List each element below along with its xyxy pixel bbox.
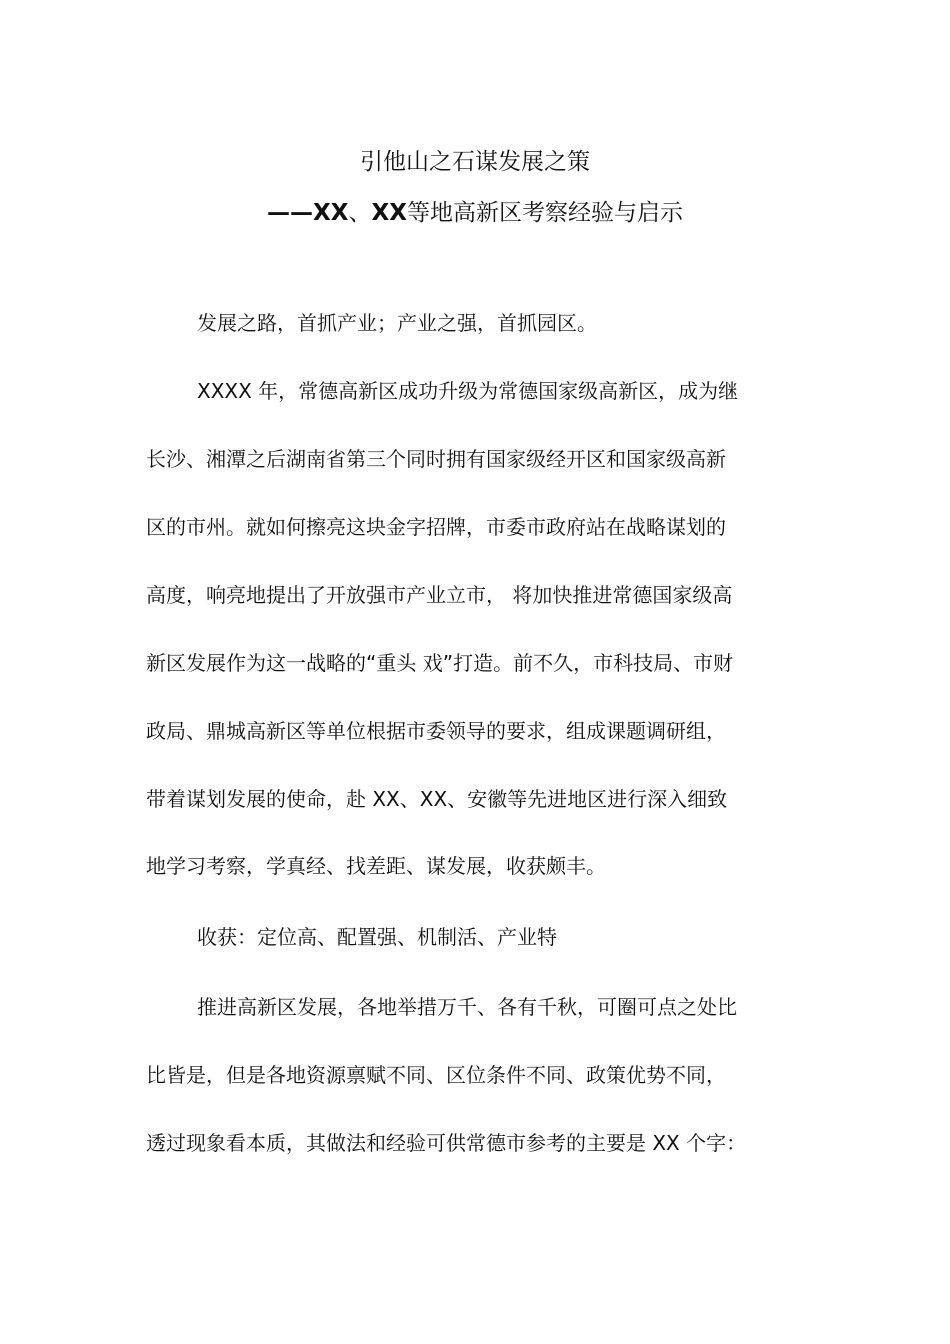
section-heading: 收获：定位高、配置强、机制活、产业特 [197,925,557,949]
subtitle-place-2: XX [371,200,407,226]
paragraph-line: 发展之路，首抓产业；产业之强，首抓园区。 [197,311,597,335]
paragraph-line: XXXX 年，常德高新区成功升级为常德国家级高新区，成为继 [197,379,739,403]
document-subtitle [0,198,950,228]
paragraph-line: 区的市州。就如何擦亮这块金字招牌，市委市政府站在战略谋划的 [146,515,726,539]
document-title: 引他山之石谋发展之策 [360,149,590,175]
paragraph-line: 透过现象看本质，其做法和经验可供常德市参考的主要是 XX 个字： [146,1131,747,1155]
subtitle-separator: 、 [348,200,372,226]
paragraph-line: 地学习考察，学真经、找差距、谋发展，收获颇丰。 [146,854,606,878]
paragraph-line: 推进高新区发展，各地举措万千、各有千秋，可圈可点之处比 [197,995,737,1019]
subtitle-dash: —— [267,200,314,226]
paragraph-line: 带着谋划发展的使命，赴 XX、XX、安徽等先进地区进行深入细致 [146,787,728,811]
subtitle-rest: 等地高新区考察经验与启示 [406,200,683,226]
paragraph-line: 新区发展作为这一战略的“重头 戏”打造。前不久，市科技局、市财 [146,651,734,675]
paragraph-line: 高度，响亮地提出了开放强市产业立市， 将加快推进常德国家级高 [146,583,733,607]
paragraph-line: 比皆是，但是各地资源禀赋不同、区位条件不同、政策优势不同， [146,1063,726,1087]
paragraph-line: 长沙、湘潭之后湖南省第三个同时拥有国家级经开区和国家级高新 [146,447,726,471]
paragraph-line: 政局、鼎城高新区等单位根据市委领导的要求，组成课题调研组， [146,719,726,743]
subtitle-place-1: XX [313,200,349,226]
